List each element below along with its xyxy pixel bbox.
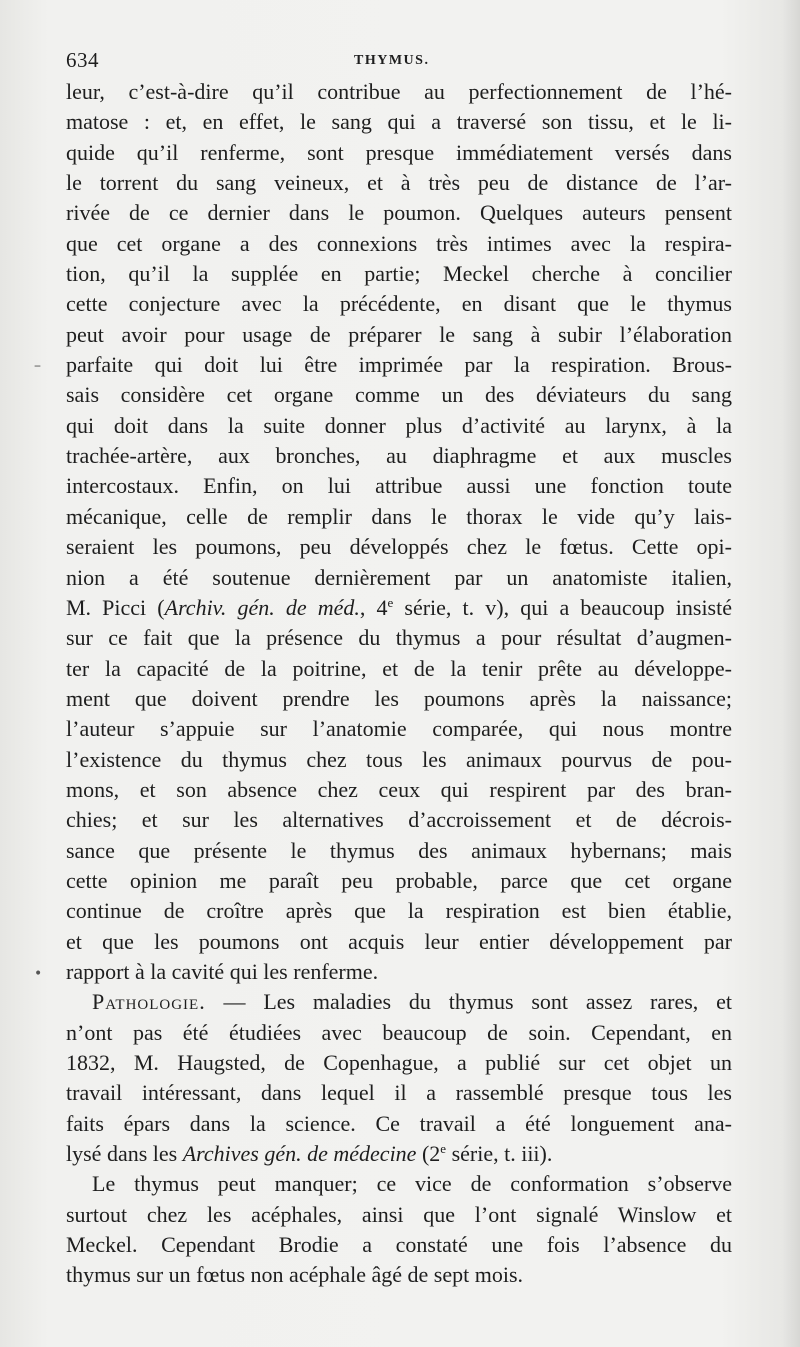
- text-line-citation: [66, 593, 732, 623]
- citation-after: série, t. v), qui a beaucoup insisté: [393, 594, 732, 620]
- text-line: trachée-artère, aux bronches, au diaphragme et aux muscles: [66, 443, 732, 469]
- text-line: matose : et, en effet, le sang qui a traversé son tissu, et le li-: [66, 109, 732, 135]
- text-line: seraient les poumons, peu développés chez le fœtus. Cette opi-: [66, 534, 732, 560]
- archives-before: lysé dans les: [66, 1141, 183, 1167]
- text-line: faits épars dans la science. Ce travail a été longuement ana-: [66, 1110, 732, 1136]
- text-line: sance que présente le thymus des animaux hybernans; mais: [66, 837, 732, 863]
- paragraph-end-line: rapport à la cavité qui les renferme.: [66, 958, 379, 984]
- paragraph-first-line: Le thymus peut manquer; ce vice de conformation s’observe: [92, 1171, 732, 1197]
- section-label-pathologie: Pathologie.: [92, 989, 206, 1015]
- archives-after: série, t. iii).: [446, 1141, 553, 1167]
- text-line: intercostaux. Enfin, on lui attribue aussi une fonction toute: [66, 473, 732, 499]
- text-line: Meckel. Cependant Brodie a constaté une fois l’absence du: [66, 1232, 732, 1258]
- text-line: peut avoir pour usage de préparer le sang à subir l’élaboration: [66, 321, 732, 347]
- text-line: continue de croître après que la respiration est bien établie,: [66, 898, 732, 924]
- text-line-archives: [66, 1139, 732, 1169]
- text-line: le torrent du sang veineux, et à très peu de distance de l’ar-: [66, 170, 732, 196]
- archives-sup: e: [440, 1141, 447, 1157]
- text-line: mécanique, celle de remplir dans le thorax le vide qu’y lais-: [66, 503, 732, 529]
- text-line: l’auteur s’appuie sur l’anatomie comparée, qui nous montre: [66, 716, 732, 742]
- running-head: THYMUS.: [354, 53, 430, 68]
- margin-dot-mark: •: [34, 966, 43, 982]
- text-line: quide qu’il renferme, sont presque immédiatement versés dans: [66, 139, 732, 165]
- pathologie-first-text: — Les maladies du thymus sont assez rares, et: [205, 989, 732, 1015]
- paragraph-end-line: thymus sur un fœtus non acéphale âgé de sept mois.: [66, 1262, 524, 1288]
- text-line: sais considère cet organe comme un des déviateurs du sang: [66, 382, 732, 408]
- text-line: cette conjecture avec la précédente, en disant que le thymus: [66, 291, 732, 317]
- citation-sup: e: [387, 594, 394, 610]
- page-number: 634: [66, 48, 99, 72]
- text-line: parfaite qui doit lui être imprimée par la respiration. Brous-: [66, 352, 732, 378]
- text-line: 1832, M. Haugsted, de Copenhague, a publié sur cet objet un: [66, 1050, 732, 1075]
- body-text: [66, 77, 732, 1291]
- text-line: sur ce fait que la présence du thymus a pour résultat d’augmen-: [66, 625, 732, 651]
- page-edge-shadow: [782, 0, 800, 1347]
- citation-journal: Archiv. gén. de méd.: [164, 594, 360, 620]
- text-line: chies; et sur les alternatives d’accroissement et de décrois-: [66, 807, 732, 833]
- archives-journal: Archives gén. de médecine: [182, 1141, 417, 1167]
- text-line: et que les poumons ont acquis leur entier développement par: [66, 928, 732, 954]
- text-line: ment que doivent prendre les poumons après la naissance;: [66, 685, 732, 711]
- text-line: l’existence du thymus chez tous les animaux pourvus de pou-: [66, 746, 732, 772]
- page-header: [66, 48, 730, 74]
- text-line: que cet organe a des connexions très intimes avec la respira-: [66, 230, 732, 256]
- pathologie-heading-line: [66, 987, 732, 1017]
- text-line: cette opinion me paraît peu probable, parce que cet organe: [66, 867, 732, 893]
- text-line: leur, c’est-à-dire qu’il contribue au perfectionnement de l’hé-: [66, 79, 732, 104]
- text-line: rivée de ce dernier dans le poumon. Quelques auteurs pensent: [66, 200, 732, 226]
- text-line: tion, qu’il la supplée en partie; Meckel cherche à concilier: [66, 261, 732, 287]
- archives-mid: (2: [416, 1141, 441, 1167]
- text-line: qui doit dans la suite donner plus d’activité au larynx, à la: [66, 412, 732, 438]
- text-line: ter la capacité de la poitrine, et de la tenir prête au développe-: [66, 655, 732, 681]
- margin-dash-mark: –: [34, 358, 41, 374]
- text-line: n’ont pas été étudiées avec beaucoup de soin. Cependant, en: [66, 1019, 732, 1045]
- citation-before: M. Picci (: [66, 594, 165, 620]
- text-line: nion a été soutenue dernièrement par un anatomiste italien,: [66, 564, 732, 590]
- citation-mid: , 4: [359, 594, 388, 620]
- text-line: surtout chez les acéphales, ainsi que l’ont signalé Winslow et: [66, 1201, 732, 1227]
- text-line: mons, et son absence chez ceux qui respirent par des bran-: [66, 776, 732, 802]
- text-line: travail intéressant, dans lequel il a rassemblé presque tous les: [66, 1080, 732, 1106]
